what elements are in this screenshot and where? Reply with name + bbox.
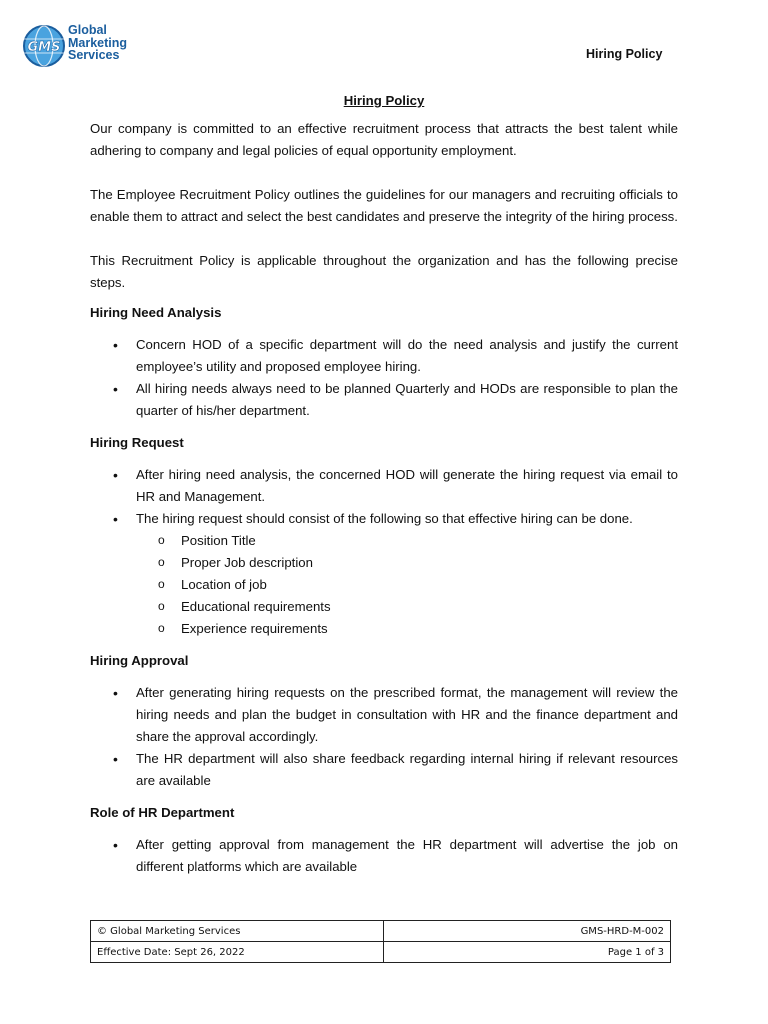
section-heading-hr-role: Role of HR Department xyxy=(90,805,235,820)
intro-paragraph-3: This Recruitment Policy is applicable throughout the organization and has the following precise steps. xyxy=(90,253,678,290)
need-analysis-list xyxy=(90,334,678,422)
list-item xyxy=(90,508,678,640)
footer-doc-code: GMS-HRD-M-002 xyxy=(384,921,671,942)
section-heading-hiring-request: Hiring Request xyxy=(90,435,184,450)
section-heading-need-analysis: Hiring Need Analysis xyxy=(90,305,222,320)
sub-list-item: o Proper Job description xyxy=(136,552,678,574)
list-item: • After getting approval from management the HR department will advertise the job on different platforms which are available xyxy=(90,834,678,878)
sub-list-item: o Educational requirements xyxy=(136,596,678,618)
globe-logo-icon xyxy=(22,24,68,68)
page-title: Hiring Policy xyxy=(343,93,425,108)
logo-line-3: Services xyxy=(68,48,120,62)
request-contents-sublist xyxy=(136,530,678,640)
list-item: • After hiring need analysis, the concerned HOD will generate the hiring request via email to HR and Management. xyxy=(90,464,678,508)
logo-abbrev: GMS xyxy=(27,40,61,55)
hiring-request-list xyxy=(90,464,678,640)
intro-paragraph-2: The Employee Recruitment Policy outlines the guidelines for our managers and recruiting officials to enable them to attract and select the best candidates and preserve the integrity of the hiring process. xyxy=(90,187,678,224)
logo-line-2: Marketing xyxy=(68,35,128,50)
list-item: • Concern HOD of a specific department will do the need analysis and justify the current employee’s utility and proposed employee hiring. xyxy=(90,334,678,378)
logo-wordmark xyxy=(68,24,127,62)
intro-paragraph-1: Our company is committed to an effective recruitment process that attracts the best talent while adhering to company and legal policies of equal opportunity employment. xyxy=(90,121,678,158)
list-item: • After generating hiring requests on the prescribed format, the management will review the hiring needs and plan the budget in consultation with HR and the finance department and share the approval accordingly. xyxy=(90,682,678,748)
sub-list-item: o Location of job xyxy=(136,574,678,596)
hr-role-list xyxy=(90,834,678,878)
company-logo xyxy=(22,22,152,70)
page-footer-table xyxy=(90,920,671,963)
footer-effective-date: Effective Date: Sept 26, 2022 xyxy=(91,942,384,963)
list-item: • The HR department will also share feedback regarding internal hiring if relevant resources are available xyxy=(90,748,678,792)
sub-list-item: o Position Title xyxy=(136,530,678,552)
section-heading-hiring-approval: Hiring Approval xyxy=(90,653,189,668)
list-item-text: The hiring request should consist of the following so that effective hiring can be done. xyxy=(136,511,633,526)
running-header-title: Hiring Policy xyxy=(586,47,663,61)
list-item: • All hiring needs always need to be planned Quarterly and HODs are responsible to plan the quarter of his/her department. xyxy=(90,378,678,422)
footer-copyright: © Global Marketing Services xyxy=(91,921,384,942)
hiring-approval-list xyxy=(90,682,678,792)
document-body xyxy=(90,90,678,888)
footer-page-number: Page 1 of 3 xyxy=(384,942,671,963)
sub-list-item: o Experience requirements xyxy=(136,618,678,640)
logo-line-1: Global xyxy=(68,23,107,37)
